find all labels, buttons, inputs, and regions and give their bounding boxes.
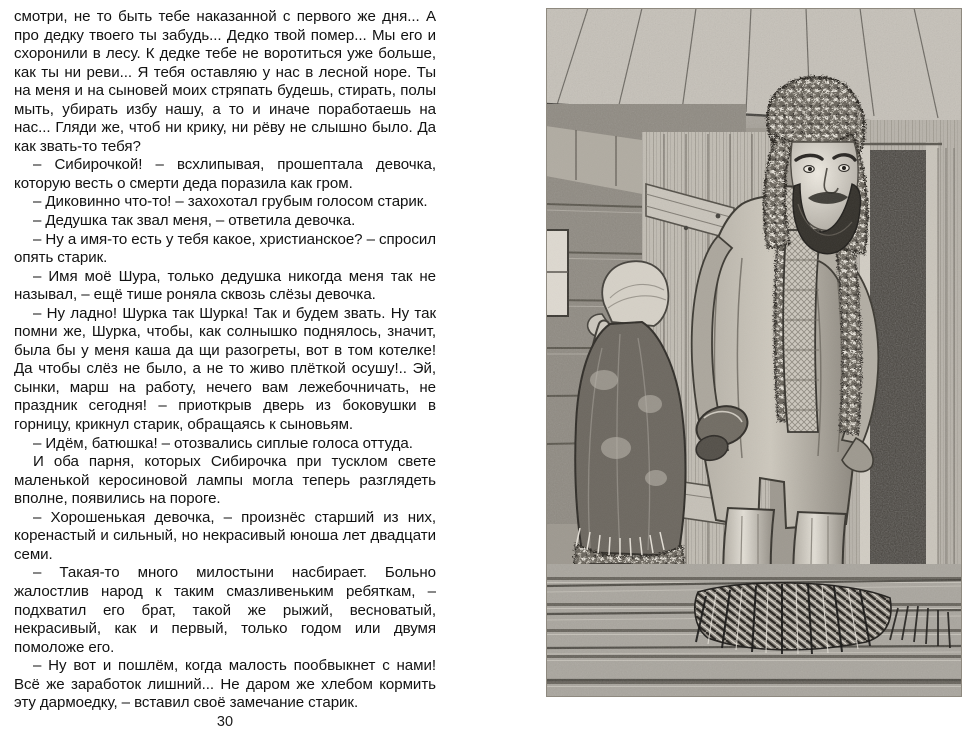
paragraph: – Ну ладно! Шурка так Шурка! Так и будем звать. Ну так помни же, Шурка, чтобы, как солнышко поднялось, значит, была бы у меня каша да щи разогреты, вот в том котелке! Да чтобы слёз не было, а не то живо плёткой осушу!.. Эй, сынки, марш на работу, нечего вам лежебочничать, не праздник сегодня! – приоткрыв дверь из боковушки в горницу, крикнул старик, обращаясь к сыновьям. — [14, 304, 436, 434]
paragraph: – Идём, батюшка! – отозвались сиплые голоса оттуда. — [33, 434, 413, 452]
paragraph: И оба парня, которых Сибирочка при тусклом свете маленькой керосиновой лампы могла теперь разглядеть вполне, появились на пороге. — [14, 453, 436, 508]
straw-mat — [695, 583, 891, 654]
paragraph: – Ну вот и пошлём, когда малость пообвыкнет с нами! Всё же заработок лишний... Не даром же хлебом кормить эту дармоедку, – вставил своё замечание старик. — [14, 657, 436, 712]
wall-window — [546, 230, 568, 316]
paragraph: – Такая-то много милостыни насбирает. Больно жалостлив народ к таким смазливеньким ребяткам, – подхватил его брат, такой же рыжий, весноватый, некрасивый, как и первый, только годом или двумя помоложе его. — [14, 564, 436, 656]
paragraph: – Ну а имя-то есть у тебя какое, христианское? – спросил опять старик. — [14, 230, 436, 267]
paragraph: – Сибирочкой! – всхлипывая, прошептала девочка, которую весть о смерти деда поразила как гром. — [14, 156, 436, 192]
paragraph: смотри, не то быть тебе наказанной с первого же дня... А про дедку твоего ты забудь... Дедко твой помер... Мы его и схоронили в лесу. К дедке тебе не воротиться уже больше, как ты ни реви... Я тебя оставляю у нас в лесной норе. Ты на меня и на сыновей моих стряпать будешь, стирать, полы мыть, убирать избу нашу, а то и иначе поработаешь на нас... Гляди же, чтоб ни крику, ни рёву не слышно было. Да как звать-то тебя? — [14, 8, 436, 155]
illustration — [546, 8, 962, 697]
paragraph: – Дедушка так звал меня, – ответила девочка. — [33, 212, 356, 230]
old-man-face — [791, 142, 861, 254]
page-number: 30 — [216, 714, 234, 730]
headscarf — [602, 261, 668, 326]
illustration-artwork — [546, 8, 962, 697]
text-column — [14, 8, 436, 712]
paragraph: – Имя моё Шура, только дедушка никогда меня так не называл, – ещё тише роняла сквозь слёзы девочка. — [14, 267, 436, 304]
paragraph: – Хорошенькая девочка, – произнёс старший из них, коренастый и сильный, но некрасивый юноша лет двадцати семи. — [14, 508, 436, 563]
paragraph: – Диковинно что-то! – захохотал грубым голосом старик. — [33, 193, 428, 211]
